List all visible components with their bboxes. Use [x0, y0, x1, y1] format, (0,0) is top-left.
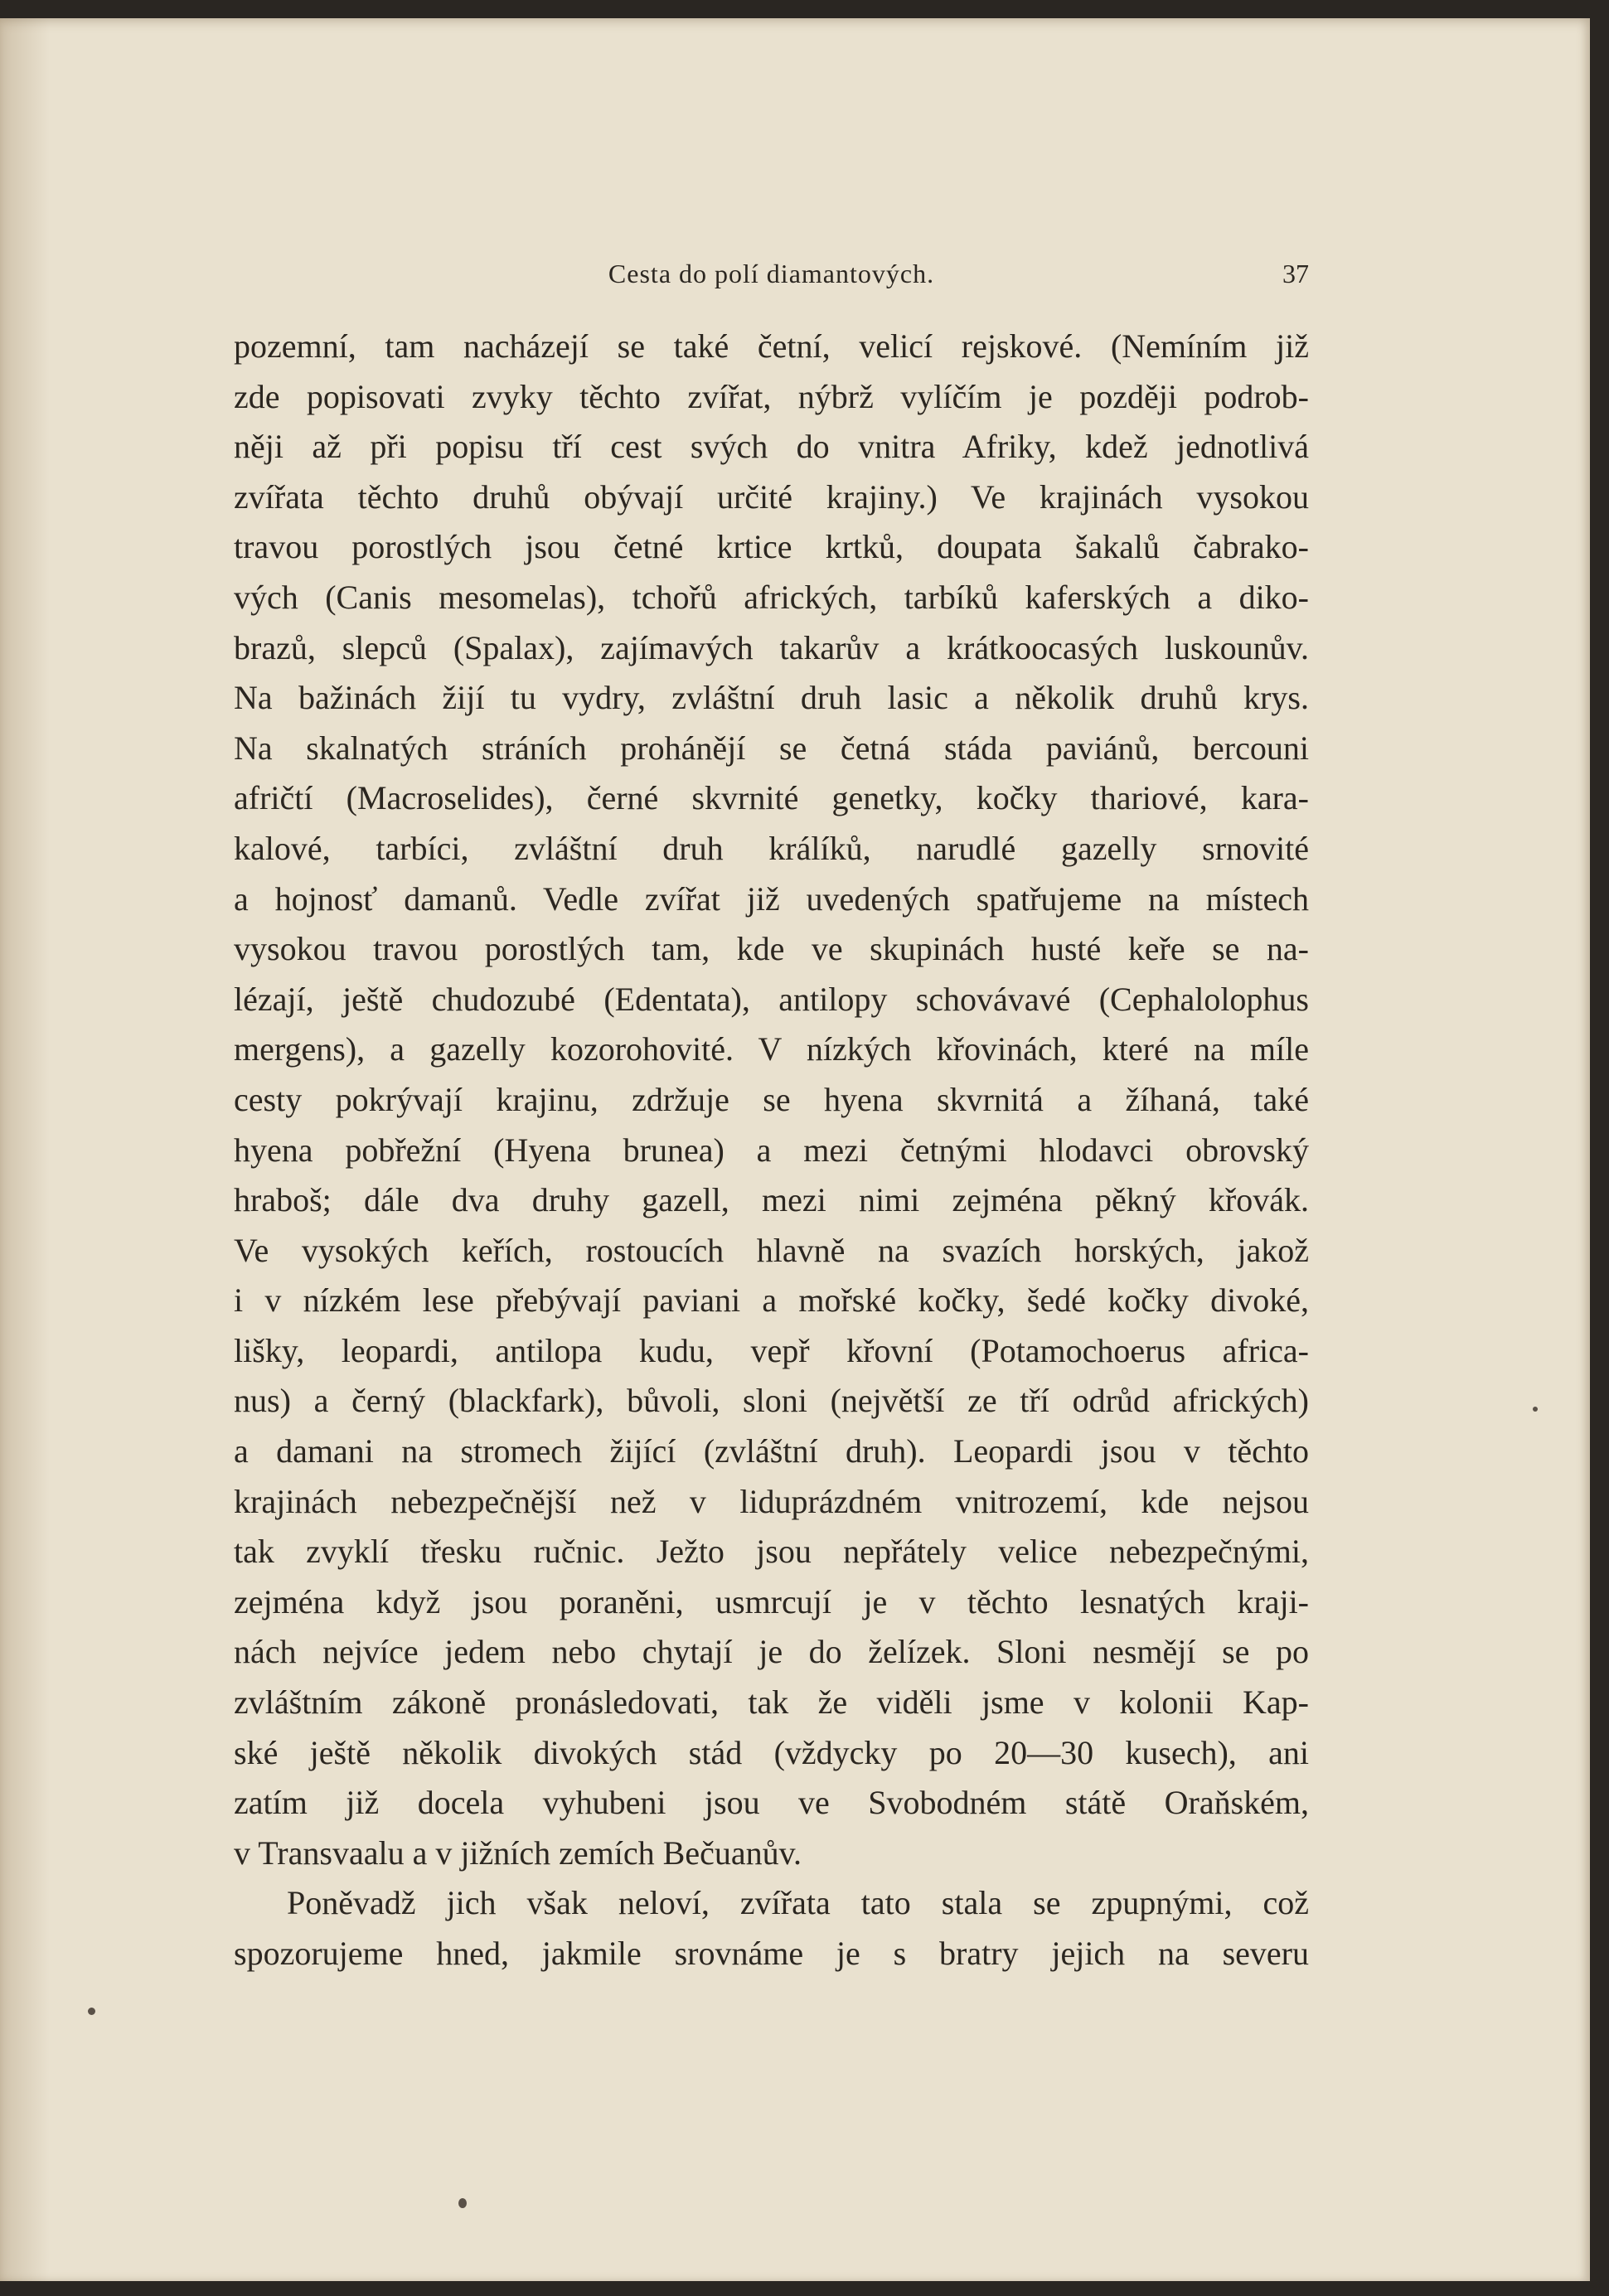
text-line: brazů, slepců (Spalax), zajímavých takarův a krátkoocasých luskounův.	[234, 628, 1309, 666]
paper-speck	[1533, 1407, 1538, 1412]
running-title: Cesta do polí diamantových.	[608, 259, 935, 288]
text-line: Poněvadž jich však neloví, zvířata tato stala se zpupnými, což	[287, 1884, 1309, 1922]
paragraph-1	[234, 322, 1309, 1878]
paper-speck	[458, 2198, 467, 2208]
text-line: a hojnosť damanů. Vedle zvířat již uvedených spatřujeme na místech	[234, 879, 1309, 918]
text-line: zvířata těchto druhů obývají určité krajiny.) Ve krajinách vysokou	[234, 477, 1309, 516]
text-line: hyena pobřežní (Hyena brunea) a mezi četnými hlodavci obrovský	[234, 1131, 1309, 1169]
page-header	[234, 259, 1309, 292]
text-line: Ve vysokých keřích, rostoucích hlavně na svazích horských, jakož	[234, 1231, 1309, 1269]
text-line: zejména když jsou poraněni, usmrcují je v těchto lesnatých kraji-	[234, 1582, 1309, 1620]
text-line: travou porostlých jsou četné krtice krtků, doupata šakalů čabrako-	[234, 528, 1309, 566]
text-line: a damani na stromech žijící (zvláštní druh). Leopardi jsou v těchto	[234, 1432, 1309, 1470]
binding-shadow	[0, 18, 50, 2281]
text-line: nus) a černý (blackfark), bůvoli, sloni (největší ze tří odrůd afrických)	[234, 1382, 1309, 1420]
text-line: vysokou travou porostlých tam, kde ve skupinách husté keře se na-	[234, 930, 1309, 968]
text-line: něji až při popisu tří cest svých do vnitra Afriky, kdež jednotlivá	[234, 428, 1309, 466]
text-line: pozemní, tam nacházejí se také četní, velicí rejskové. (Nemíním již	[234, 327, 1309, 365]
text-line: zde popisovati zvyky těchto zvířat, nýbrž vylíčím je později podrob-	[234, 377, 1309, 415]
text-line: zvláštním zákoně pronásledovati, tak že viděli jsme v kolonii Kap-	[234, 1683, 1309, 1722]
text-line: krajinách nebezpečnější než v liduprázdném vnitrozemí, kde nejsou	[234, 1482, 1309, 1520]
paragraph-2	[234, 1878, 1309, 1979]
text-line: lišky, leopardi, antilopa kudu, vepř křovní (Potamochoerus africa-	[234, 1331, 1309, 1369]
text-line: kalové, tarbíci, zvláštní druh králíků, narudlé gazelly srnovité	[234, 829, 1309, 867]
text-line: tak zvyklí třesku ručnic. Ježto jsou nepřátely velice nebezpečnými,	[234, 1533, 1309, 1571]
text-line: vých (Canis mesomelas), tchořů afrických, tarbíků kaferských a diko-	[234, 578, 1309, 616]
page-number: 37	[1282, 259, 1309, 288]
text-line: spozorujeme hned, jakmile srovnáme je s bratry jejich na severu	[234, 1935, 1309, 1972]
text-line: mergens), a gazelly kozorohovité. V nízkých křovinách, které na míle	[234, 1030, 1309, 1068]
text-line: v Transvaalu a v jižních zemích Bečuanův.	[234, 1833, 802, 1872]
text-line: Na bažinách žijí tu vydry, zvláštní druh lasic a několik druhů krys.	[234, 679, 1309, 717]
text-line: ské ještě několik divokých stád (vždycky po 20—30 kusech), ani	[234, 1733, 1309, 1771]
text-line: i v nízkém lese přebývají paviani a mořské kočky, šedé kočky divoké,	[234, 1281, 1309, 1320]
text-line: Na skalnatých stráních prohánějí se četná stáda paviánů, bercouni	[234, 729, 1309, 767]
paper-speck	[88, 2008, 95, 2015]
text-line: hraboš; dále dva druhy gazell, mezi nimi zejména pěkný křovák.	[234, 1181, 1309, 1219]
text-line: afričtí (Macroselides), černé skvrnité genetky, kočky thariové, kara-	[234, 779, 1309, 817]
text-line: zatím již docela vyhubeni jsou ve Svobodném státě Oraňském,	[234, 1784, 1309, 1822]
text-line: lézají, ještě chudozubé (Edentata), antilopy schovávavé (Cephalolophus	[234, 980, 1309, 1018]
text-line: cesty pokrývají krajinu, zdržuje se hyena skvrnitá a žíhaná, také	[234, 1080, 1309, 1118]
text-line: nách nejvíce jedem nebo chytají je do želízek. Sloni nesmějí se po	[234, 1633, 1309, 1671]
body-text	[234, 322, 1309, 1979]
